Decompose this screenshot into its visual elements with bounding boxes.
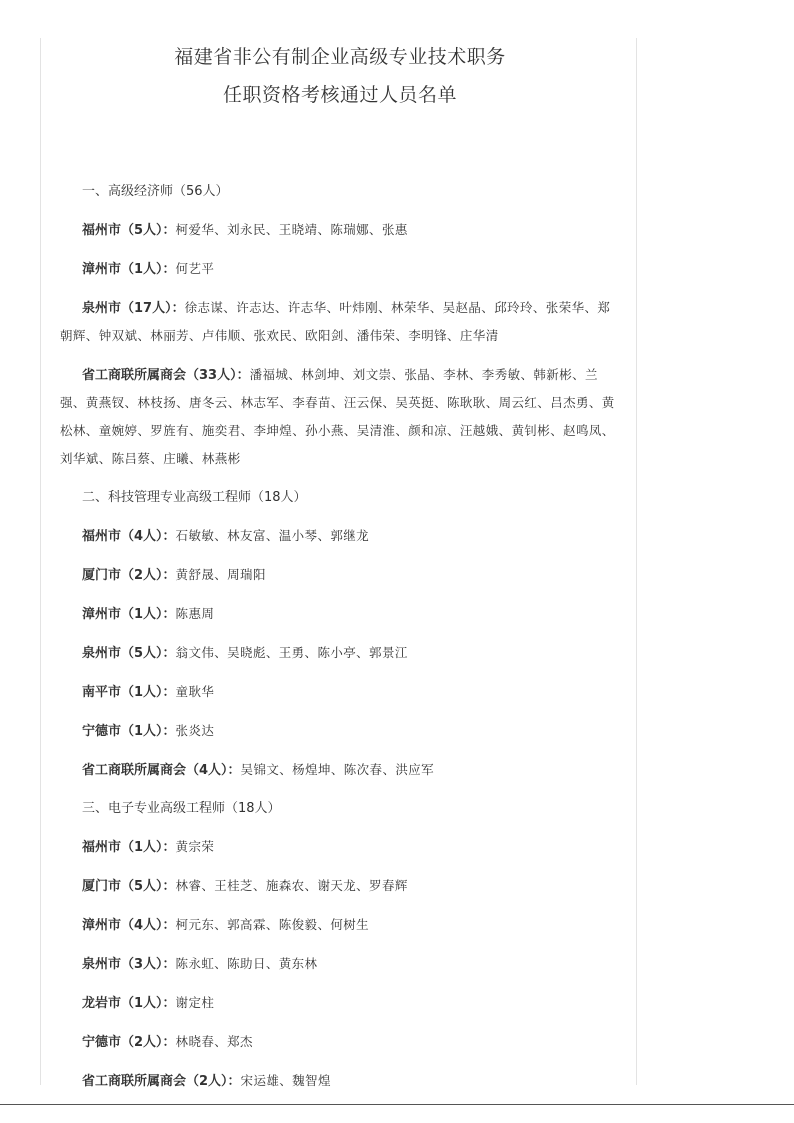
name-list: 徐志谋、许志达、许志华、叶炜刚、林荣华、吴赵晶、邱玲玲、张荣华、郑朝辉、钟双斌、林丽芳、卢伟顺、张欢民、欧阳剑、潘伟荣、李明锋、庄华清 bbox=[60, 300, 611, 343]
page-border-left bbox=[40, 38, 41, 1085]
document-body bbox=[60, 38, 620, 1101]
title-spacer bbox=[60, 114, 620, 173]
list-entry bbox=[60, 867, 620, 906]
region-label: 厦门市（5人）： bbox=[82, 879, 176, 894]
name-list: 黄舒晟、周瑞阳 bbox=[175, 567, 266, 582]
region-label: 龙岩市（1人）： bbox=[82, 996, 176, 1011]
region-label: 福州市（4人）： bbox=[82, 529, 176, 544]
region-label: 漳州市（1人）： bbox=[82, 262, 176, 277]
name-list: 陈惠周 bbox=[175, 606, 215, 621]
list-entry bbox=[60, 211, 620, 250]
region-label: 宁德市（2人）： bbox=[82, 1035, 176, 1050]
name-list: 谢定柱 bbox=[175, 995, 215, 1010]
name-list: 石敏敏、林友富、温小琴、郭继龙 bbox=[175, 528, 370, 543]
list-entry bbox=[60, 673, 620, 712]
region-label: 福州市（5人）： bbox=[82, 223, 176, 238]
list-entry bbox=[60, 595, 620, 634]
document-title-line-1: 福建省非公有制企业高级专业技术职务 bbox=[174, 46, 506, 68]
name-list: 黄宗荣 bbox=[175, 839, 215, 854]
section-heading: 三、电子专业高级工程师（18人） bbox=[82, 801, 281, 816]
list-entry bbox=[60, 517, 620, 556]
list-entry bbox=[60, 1023, 620, 1062]
page-border-right bbox=[636, 38, 637, 1085]
list-entry bbox=[60, 250, 620, 289]
region-label: 厦门市（2人）： bbox=[82, 568, 176, 583]
list-entry bbox=[60, 828, 620, 867]
page-border-bottom bbox=[0, 1104, 794, 1105]
list-entry bbox=[60, 634, 620, 673]
list-entry bbox=[60, 556, 620, 595]
region-label: 福州市（1人）： bbox=[82, 840, 176, 855]
list-entry bbox=[60, 906, 620, 945]
region-label: 泉州市（3人）： bbox=[82, 957, 176, 972]
name-list: 林晓春、郑杰 bbox=[175, 1034, 253, 1049]
name-list: 翁文伟、吴晓彪、王勇、陈小亭、郭景江 bbox=[175, 645, 408, 660]
name-list: 吴锦文、杨煌坤、陈次春、洪应军 bbox=[240, 762, 435, 777]
region-label: 省工商联所属商会（4人）： bbox=[82, 763, 241, 778]
section-heading: 一、高级经济师（56人） bbox=[82, 184, 229, 199]
list-entry bbox=[60, 356, 620, 479]
region-label: 漳州市（4人）： bbox=[82, 918, 176, 933]
name-list: 陈永虹、陈助日、黄东林 bbox=[175, 956, 318, 971]
name-list: 宋运雄、魏智煌 bbox=[240, 1073, 331, 1088]
list-entry bbox=[60, 712, 620, 751]
section-heading: 二、科技管理专业高级工程师（18人） bbox=[82, 490, 307, 505]
name-list: 潘福城、林剑坤、刘文崇、张晶、李林、李秀敏、韩新彬、兰强、黄燕钗、林枝扬、唐冬云、林志军、李春苗、汪云保、吴英挺、陈耿耿、周云红、吕杰勇、黄松林、童婉婷、罗旌有、施奕君、李坤煌、孙小燕、吴清淮、颜和凉、汪越娥、黄钊彬、赵鸣凤、刘华斌、陈吕蔡、庄曦、林燕彬 bbox=[60, 367, 615, 466]
region-label: 省工商联所属商会（33人）： bbox=[82, 368, 250, 383]
list-entry bbox=[60, 984, 620, 1023]
region-label: 泉州市（5人）： bbox=[82, 646, 176, 661]
region-label: 宁德市（1人）： bbox=[82, 724, 176, 739]
document-title-line-2: 任职资格考核通过人员名单 bbox=[222, 84, 457, 106]
name-list: 柯爱华、刘永民、王晓靖、陈瑞娜、张惠 bbox=[175, 222, 408, 237]
region-label: 南平市（1人）： bbox=[82, 685, 176, 700]
name-list: 林睿、王桂芝、施森农、谢天龙、罗春辉 bbox=[175, 878, 408, 893]
region-label: 泉州市（17人）： bbox=[82, 301, 185, 316]
name-list: 柯元东、郭高霖、陈俊毅、何树生 bbox=[175, 917, 370, 932]
list-entry bbox=[60, 751, 620, 790]
list-entry bbox=[60, 289, 620, 356]
list-entry bbox=[60, 945, 620, 984]
name-list: 童耿华 bbox=[175, 684, 215, 699]
region-label: 漳州市（1人）： bbox=[82, 607, 176, 622]
list-entry bbox=[60, 1062, 620, 1101]
name-list: 何艺平 bbox=[175, 261, 215, 276]
region-label: 省工商联所属商会（2人）： bbox=[82, 1074, 241, 1089]
name-list: 张炎达 bbox=[175, 723, 215, 738]
